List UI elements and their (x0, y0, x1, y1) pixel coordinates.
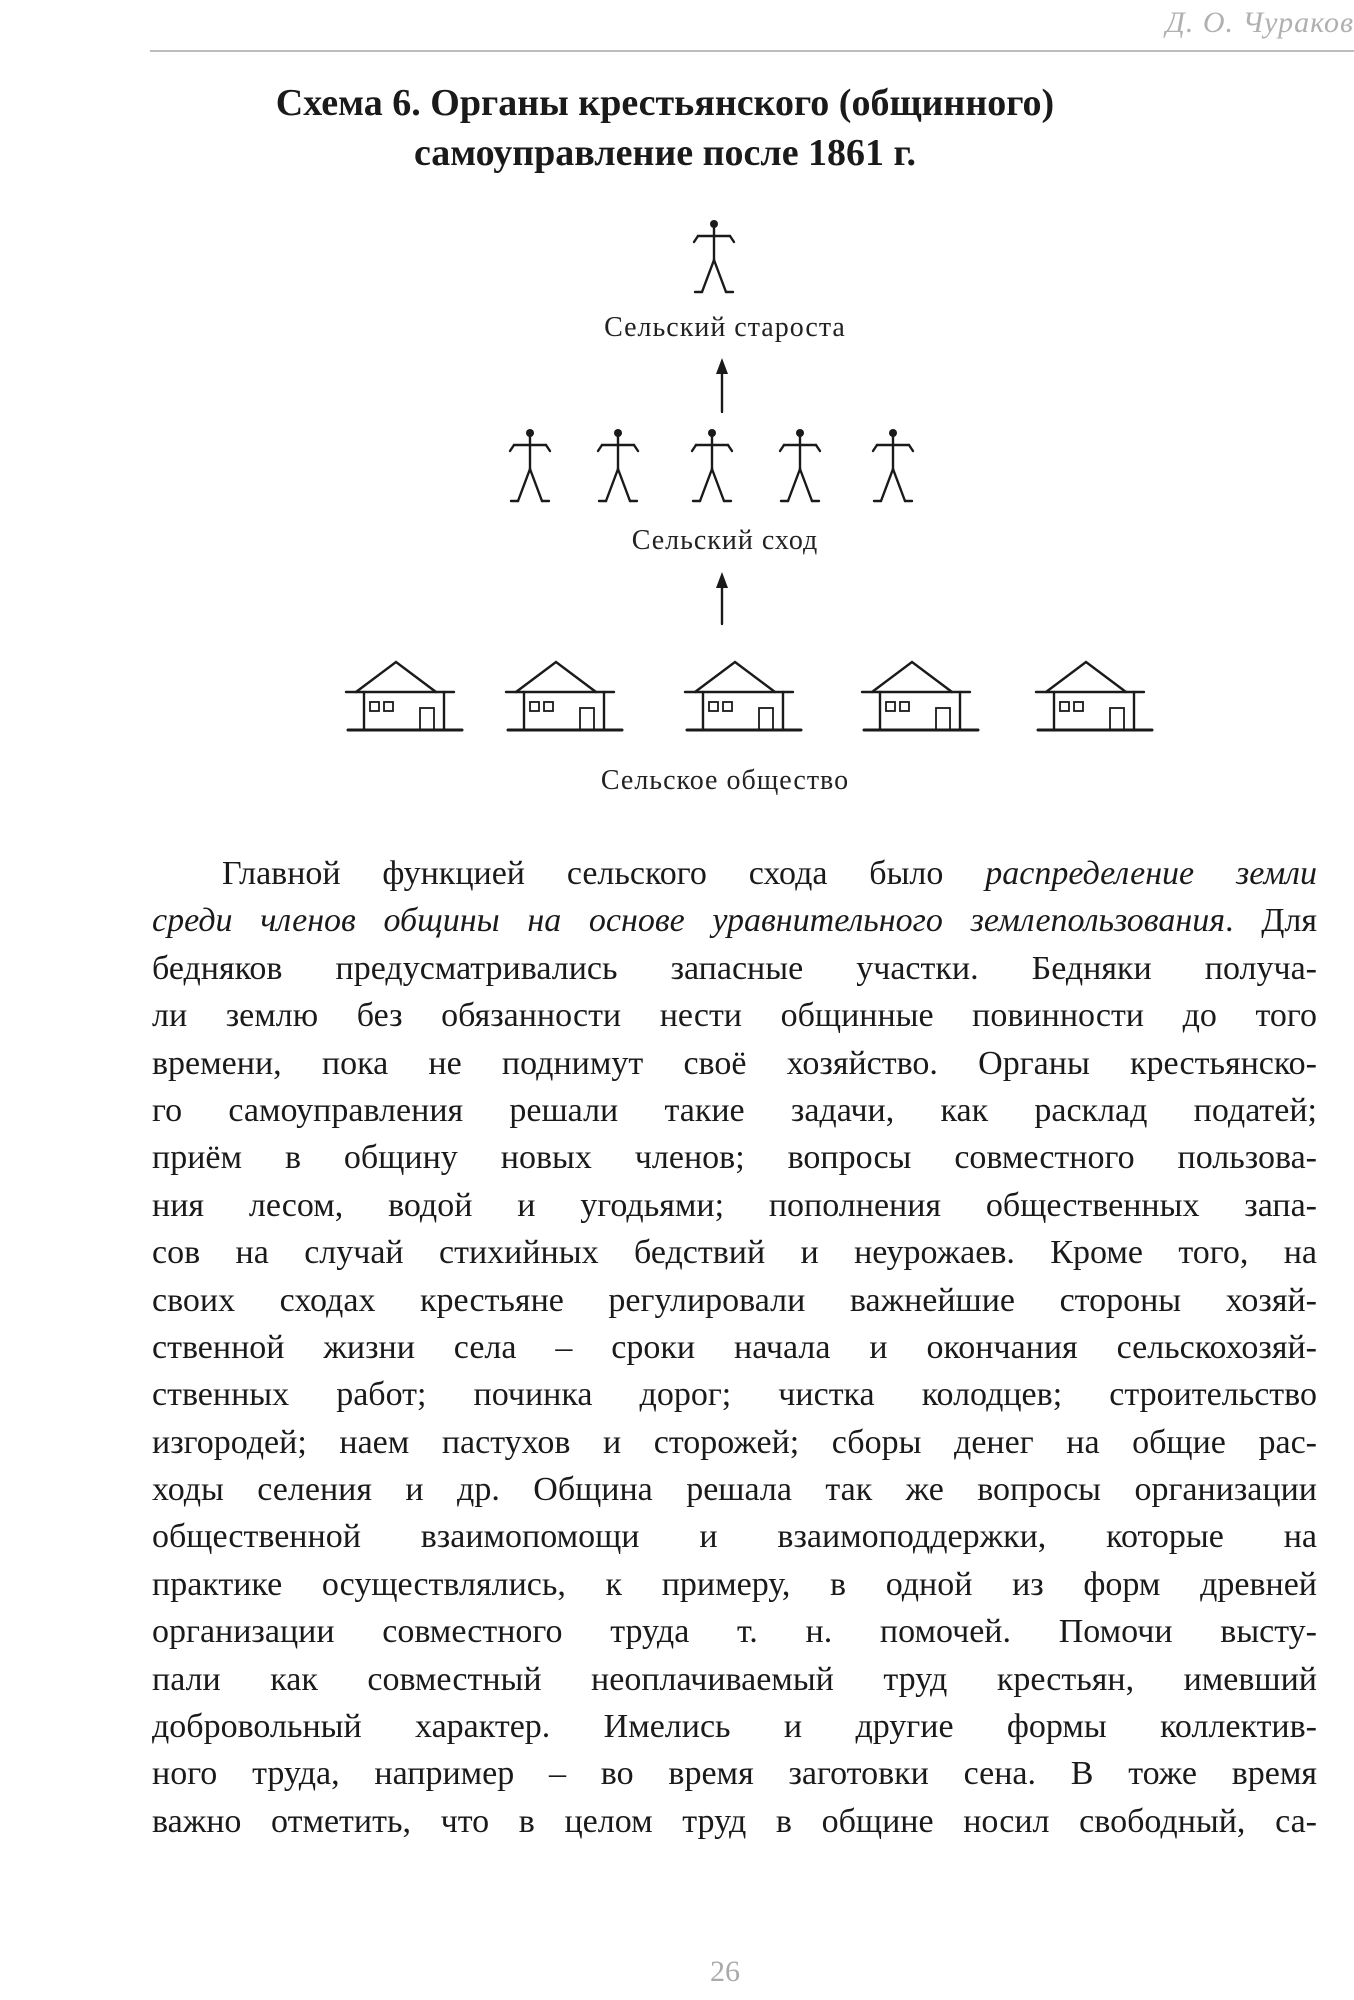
text-line: приём в общину новых членов; вопросы совместного пользова- (152, 1139, 1317, 1177)
text-line: сов на случай стихийных бедствий и неурожаев. Кроме того, на (152, 1234, 1317, 1272)
text-line: времени, пока не поднимут своё хозяйство. Органы крестьянско- (152, 1044, 1317, 1082)
assembly-figures (510, 429, 913, 501)
label-village-elder: Сельский староста (604, 312, 846, 343)
text-line: ственной жизни села – сроки начала и окончания сельскохозяй- (152, 1328, 1317, 1366)
scheme-title-line-1: Схема 6. Органы крестьянского (общинного) (275, 82, 1055, 124)
text-line: важно отметить, что в целом труд в общине носил свободный, са- (152, 1802, 1317, 1840)
house-icon (685, 662, 801, 730)
scheme-diagram (0, 0, 1354, 800)
label-village-assembly: Сельский сход (631, 525, 819, 556)
text-line: среди членов общины на основе уравнительного землепользования. Для (152, 902, 1317, 940)
house-icon (1036, 662, 1152, 730)
scheme-title-line-2: самоуправление после 1861 г. (413, 132, 917, 174)
text-line: ного труда, например – во время заготовки сена. В тоже время (152, 1755, 1317, 1793)
text-line: практике осуществлялись, к примеру, в одной из форм древней (152, 1565, 1317, 1603)
text-line: организации совместного труда т. н. помочей. Помочи высту- (152, 1613, 1317, 1651)
house-icon (862, 662, 978, 730)
assembly-member-figure (510, 429, 550, 501)
text-line: своих сходах крестьяне регулировали важнейшие стороны хозяй- (152, 1281, 1317, 1319)
village-houses (346, 662, 1152, 730)
village-elder-figure (694, 220, 734, 292)
body-paragraph (152, 850, 1317, 1845)
text-line: бедняков предусматривались запасные участки. Бедняки получа- (152, 949, 1317, 987)
text-line: ли землю без обязанности нести общинные повинности до того (152, 997, 1317, 1035)
arrow-up-icon (716, 572, 728, 624)
page-number: 26 (710, 1955, 740, 1988)
house-icon (346, 662, 462, 730)
text-line: изгородей; наем пастухов и сторожей; сборы денег на общие рас- (152, 1423, 1317, 1461)
text-line: ходы селения и др. Община решала так же вопросы организации (152, 1471, 1317, 1509)
label-village-society: Сельское общество (600, 765, 850, 796)
house-icon (506, 662, 622, 730)
text-line: Главной функцией сельского схода было распределение земли (222, 855, 1318, 892)
text-line: общественной взаимопомощи и взаимоподдержки, которые на (152, 1518, 1317, 1556)
text-line: го самоуправления решали такие задачи, как расклад податей; (152, 1091, 1317, 1129)
text-line: добровольный характер. Имелись и другие формы коллектив- (152, 1708, 1317, 1746)
text-line: ния лесом, водой и угодьями; пополнения общественных запа- (152, 1186, 1317, 1224)
arrow-up-icon (716, 358, 728, 412)
assembly-member-figure (692, 429, 732, 501)
assembly-member-figure (780, 429, 820, 501)
text-line: пали как совместный неоплачиваемый труд крестьян, имевший (152, 1660, 1317, 1698)
assembly-member-figure (873, 429, 913, 501)
text-line: ственных работ; починка дорог; чистка колодцев; строительство (152, 1376, 1317, 1414)
running-header-author: Д. О. Чураков (1165, 6, 1354, 39)
assembly-member-figure (598, 429, 638, 501)
